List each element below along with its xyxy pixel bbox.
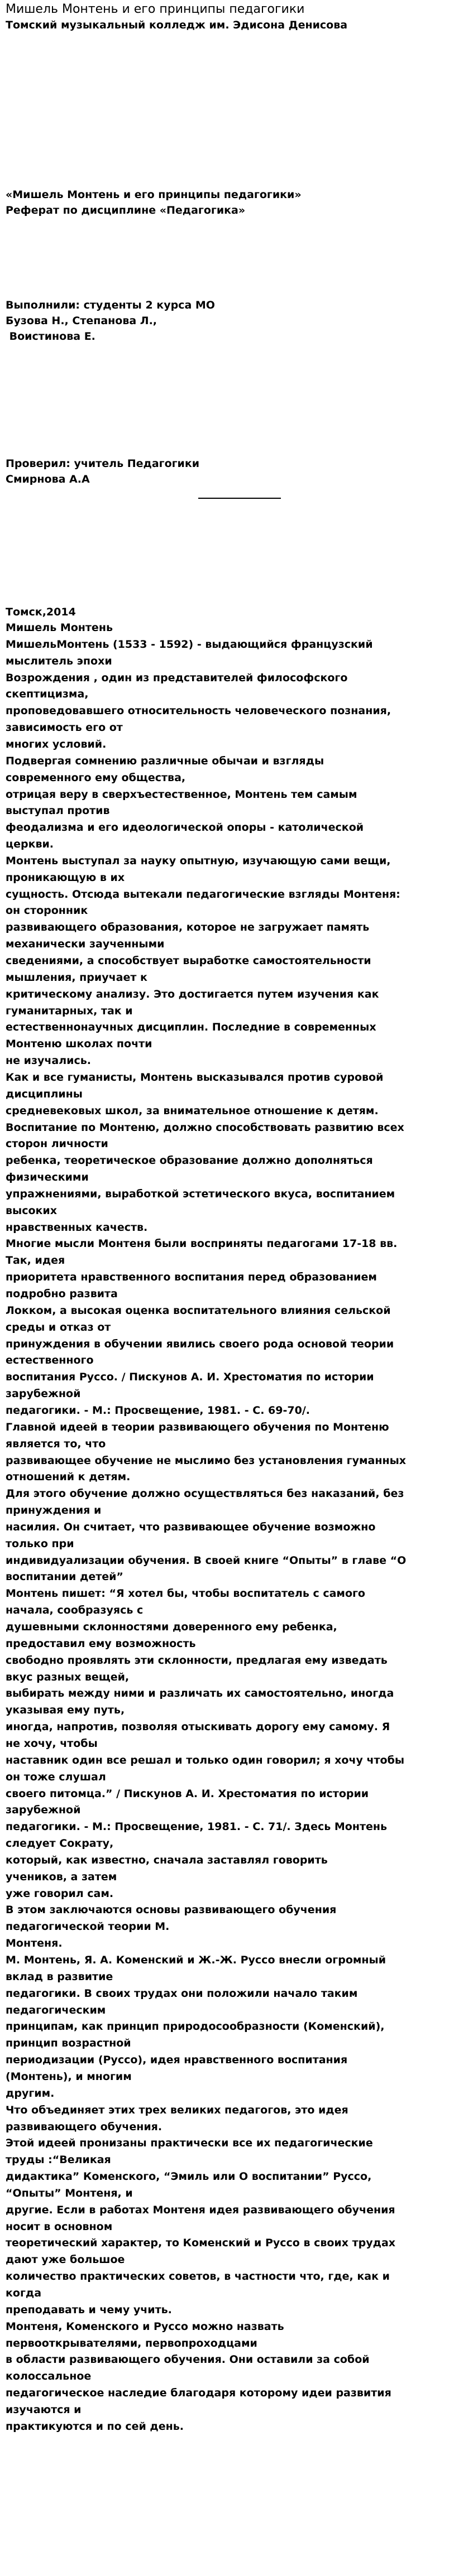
body-text-line: выбирать между ними и различать их самостоятельно, иногда xyxy=(6,1687,394,1699)
body-text-line: сторон личности xyxy=(6,1138,108,1150)
body-text-line: сущность. Отсюда вытекали педагогические взгляды Монтеня: xyxy=(6,888,400,901)
checked-label: Проверил: учитель Педагогики xyxy=(6,458,200,470)
author-line: Воистинова Е. xyxy=(6,330,95,343)
college-name: Томский музыкальный колледж им. Эдисона Денисова xyxy=(6,19,348,31)
body-text-line: сведениями, а способствует выработке самостоятельности xyxy=(6,955,371,967)
body-text-line: ребенка, теоретическое образование должно дополняться xyxy=(6,1154,373,1167)
body-text-line: индивидуализации обучения. В своей книге “Опыты” в главе “О xyxy=(6,1554,407,1567)
body-text-line: развивающего образования, которое не загружает память xyxy=(6,921,370,933)
essay-subtitle: Реферат по дисциплине «Педагогика» xyxy=(6,204,246,216)
body-text-line: мыслитель эпохи xyxy=(6,655,112,667)
body-text-line: душевными склонностями доверенного ему ребенка, xyxy=(6,1621,337,1633)
body-text-line: нравственных качеств. xyxy=(6,1221,148,1234)
body-text-line: В этом заключаются основы развивающего обучения xyxy=(6,1904,337,1916)
body-text-line: критическому анализу. Это достигается путем изучения как xyxy=(6,988,379,1000)
body-text-line: Возрождения , один из представителей философского xyxy=(6,672,348,684)
body-text-line: предоставил ему возможность xyxy=(6,1638,196,1650)
body-text-line: Монтеня. xyxy=(6,1937,63,1949)
body-text-line: дидактика” Коменского, “Эмиль или О воспитании” Руссо, xyxy=(6,2170,372,2183)
body-text-line: естественнонаучных дисциплин. Последние в современных xyxy=(6,1021,376,1033)
body-text-line: указывая ему путь, xyxy=(6,1704,125,1716)
body-text-line: количество практических советов, в частности что, где, как и xyxy=(6,2270,390,2283)
body-text-line: наставник один все решал и только один говорил; я хочу чтобы xyxy=(6,1754,405,1766)
checker-name: Смирнова А.А xyxy=(6,473,90,485)
body-text-line: преподавать и чему учить. xyxy=(6,2304,172,2316)
body-text-line: первооткрывателями, первопроходцами xyxy=(6,2337,257,2349)
body-text-line: Так, идея xyxy=(6,1254,65,1267)
body-text-line: принципам, как принцип природосообразности (Коменский), xyxy=(6,2020,385,2033)
body-text-line: проникающую в их xyxy=(6,871,125,884)
body-text-line: Монтеня, Коменского и Руссо можно назвать xyxy=(6,2320,284,2333)
authors-label: Выполнили: студенты 2 курса МО xyxy=(6,299,215,311)
body-text-line: Для этого обучение должно осуществляться без наказаний, без xyxy=(6,1487,404,1500)
body-text-line: (Монтень), и многим xyxy=(6,2071,132,2083)
body-text-line: естественного xyxy=(6,1354,94,1366)
body-text-line: педагогики. - М.: Просвещение, 1981. - С. 71/. Здесь Монтень xyxy=(6,1821,388,1833)
divider-line xyxy=(198,498,281,499)
body-text-line: практикуются и по сей день. xyxy=(6,2420,184,2433)
body-text-line: Монтень пишет: “Я хотел бы, чтобы воспитатель с самого xyxy=(6,1587,365,1600)
body-text-line: зависимость его от xyxy=(6,721,123,734)
body-text-line: средневековых школ, за внимательное отношение к детям. xyxy=(6,1105,379,1117)
body-text-line: Воспитание по Монтеню, должно способствовать развитию всех xyxy=(6,1121,404,1134)
body-text-line: Многие мысли Монтеня были восприняты педагогами 17-18 вв. xyxy=(6,1238,398,1250)
body-text-line: скептицизма, xyxy=(6,688,89,700)
body-text-line: педагогической теории М. xyxy=(6,1920,170,1933)
page-title: Мишель Монтень и его принципы педагогики xyxy=(6,2,305,16)
body-text-line: Локком, а высокая оценка воспитательного влияния сельской xyxy=(6,1304,391,1317)
body-text-line: МишельМонтень (1533 - 1592) - выдающийся французский xyxy=(6,638,373,651)
body-text-line: не изучались. xyxy=(6,1055,91,1067)
body-text-line: гуманитарных, так и xyxy=(6,1005,133,1017)
body-text-line: вклад в развитие xyxy=(6,1971,113,1983)
body-text-line: феодализма и его идеологической опоры - католической xyxy=(6,821,364,834)
body-text-line: М. Монтень, Я. А. Коменский и Ж.-Ж. Руссо внесли огромный xyxy=(6,1954,386,1966)
body-text-line: изучаются и xyxy=(6,2404,82,2416)
body-text-line: он сторонник xyxy=(6,904,88,917)
body-text-line: Этой идеей пронизаны практически все их педагогические xyxy=(6,2137,373,2149)
body-text-line: церкви. xyxy=(6,838,54,850)
body-text-line: мышления, приучает к xyxy=(6,971,147,984)
body-text-line: не хочу, чтобы xyxy=(6,1737,98,1750)
body-text-line: Подвергая сомнению различные обычаи и взгляды xyxy=(6,755,324,767)
body-text-line: в области развивающего обучения. Они оставили за собой xyxy=(6,2353,370,2366)
body-text-line: уже говорил сам. xyxy=(6,1888,114,1900)
body-text-line: воспитании детей” xyxy=(6,1571,123,1583)
body-text-line: развивающего обучения. xyxy=(6,2121,163,2133)
body-text-line: вкус разных вещей, xyxy=(6,1671,130,1683)
body-text-line: механически заученными xyxy=(6,938,165,950)
body-text-line: является то, что xyxy=(6,1438,106,1450)
body-text-line: развивающее обучение не мыслимо без установления гуманных xyxy=(6,1455,407,1467)
body-text-line: свободно проявлять эти склонности, предлагая ему изведать xyxy=(6,1654,388,1667)
body-text-line: Что объединяет этих трех великих педагогов, это идея xyxy=(6,2104,348,2116)
body-text-line: выступал против xyxy=(6,805,110,817)
body-text-line: упражнениями, выработкой эстетического вкуса, воспитанием xyxy=(6,1188,395,1200)
body-text-line: иногда, напротив, позволяя отыскивать дорогу ему самому. Я xyxy=(6,1721,390,1733)
body-text-line: принцип возрастной xyxy=(6,2037,131,2049)
body-text-line: периодизации (Руссо), идея нравственного воспитания xyxy=(6,2054,348,2066)
body-text-line: подробно развита xyxy=(6,1288,118,1300)
body-text-line: он тоже слушал xyxy=(6,1771,106,1783)
section-heading: Мишель Монтень xyxy=(6,622,113,634)
body-text-line: многих условий. xyxy=(6,738,107,750)
body-text-line: отрицая веру в сверхъестественное, Монтень тем самым xyxy=(6,788,357,801)
body-text-line: дают уже большое xyxy=(6,2254,125,2266)
body-text-line: своего питомца.” / Пискунов А. И. Хрестоматия по истории xyxy=(6,1788,369,1800)
body-text-line: физическими xyxy=(6,1171,89,1183)
body-text-line: Монтеню школах почти xyxy=(6,1038,152,1050)
body-text-line: когда xyxy=(6,2287,42,2299)
body-text-line: труды :“Великая xyxy=(6,2154,111,2166)
body-text-line: проповедовавшего относительность человеческого познания, xyxy=(6,705,391,717)
body-text-line: зарубежной xyxy=(6,1388,81,1400)
body-text-line: который, как известно, сначала заставлял говорить xyxy=(6,1854,328,1866)
city-year: Томск,2014 xyxy=(6,606,76,618)
body-text-line: Главной идеей в теории развивающего обучения по Монтеню xyxy=(6,1421,389,1433)
body-text-line: насилия. Он считает, что развивающее обучение возможно xyxy=(6,1521,376,1533)
body-text-line: Как и все гуманисты, Монтень высказывался против суровой xyxy=(6,1071,384,1084)
body-text-line: теоретический характер, то Коменский и Руссо в своих трудах xyxy=(6,2237,396,2249)
body-text-line: педагогическим xyxy=(6,2004,106,2016)
body-text-line: педагогики. - М.: Просвещение, 1981. - С. 69-70/. xyxy=(6,1404,310,1417)
body-text-line: носит в основном xyxy=(6,2221,113,2233)
essay-title: «Мишель Монтень и его принципы педагогики» xyxy=(6,189,302,201)
body-text-line: принуждения и xyxy=(6,1504,102,1516)
body-text-line: приоритета нравственного воспитания перед образованием xyxy=(6,1271,377,1283)
body-text-line: Монтень выступал за науку опытную, изучающую сами вещи, xyxy=(6,855,391,867)
body-text-line: среды и отказ от xyxy=(6,1321,111,1333)
body-text-line: другим. xyxy=(6,2087,55,2100)
body-text-line: воспитания Руссо. / Пискунов А. И. Хрестоматия по истории xyxy=(6,1371,374,1383)
body-text-line: отношений к детям. xyxy=(6,1471,131,1483)
body-text-line: дисциплины xyxy=(6,1088,83,1100)
body-text-line: только при xyxy=(6,1538,74,1550)
body-text-line: колоссальное xyxy=(6,2370,92,2382)
body-text-line: принуждения в обучении явились своего рода основой теории xyxy=(6,1338,394,1350)
body-text-line: другие. Если в работах Монтеня идея развивающего обучения xyxy=(6,2204,395,2216)
author-line: Бузова Н., Степанова Л., xyxy=(6,315,157,327)
body-text-line: современного ему общества, xyxy=(6,772,186,784)
body-text-line: педагогическое наследие благодаря которому идеи развития xyxy=(6,2387,391,2399)
body-text-line: зарубежной xyxy=(6,1804,81,1816)
body-text-line: начала, сообразуясь с xyxy=(6,1604,144,1616)
body-text-line: следует Сократу, xyxy=(6,1837,114,1850)
body-text-line: педагогики. В своих трудах они положили начало таким xyxy=(6,1987,358,2000)
body-text-line: “Опыты” Монтеня, и xyxy=(6,2187,133,2199)
body-text-line: высоких xyxy=(6,1205,57,1217)
body-text-line: учеников, а затем xyxy=(6,1871,117,1883)
